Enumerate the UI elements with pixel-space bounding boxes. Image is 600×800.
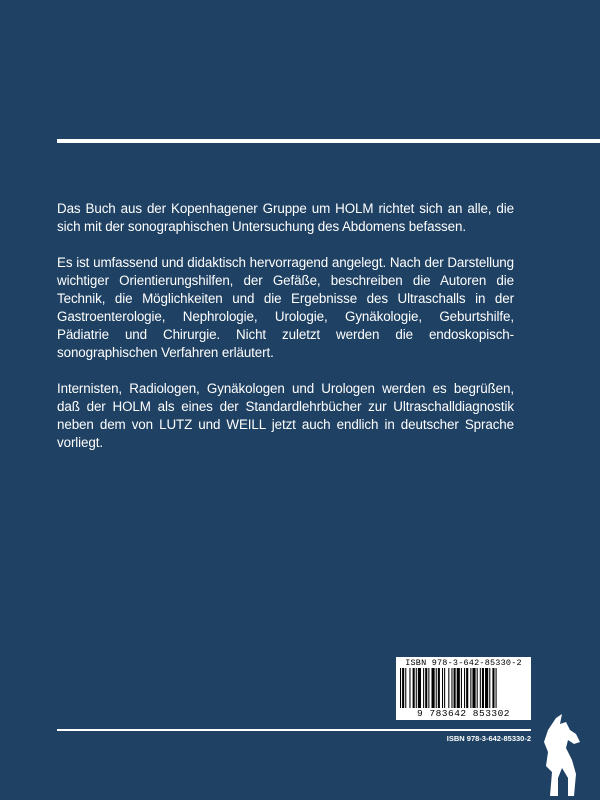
bottom-divider-rule — [57, 729, 531, 731]
barcode-bar — [489, 668, 490, 708]
blurb-paragraph-2: Es ist umfassend und didaktisch hervorragend angelegt. Nach der Darstellung wichtiger Orientierungshilfen, der Gefäße, beschreiben die Autoren die Technik, die Möglichkeiten und die Ergebnisse des Ultraschalls in der Gastroenterologie, Nephrologie, Urologie, Gynäkologie, Geburtshilfe, Pädiatrie und Chirurgie. Nicht zuletzt werden die endoskopisch-sonographischen Verfahren erläutert. — [57, 255, 514, 360]
barcode-bar — [416, 668, 417, 708]
top-divider-rule — [57, 139, 600, 143]
barcode-bar — [400, 668, 401, 708]
barcode-isbn-label: ISBN 978-3-642-85330-2 — [405, 658, 522, 668]
barcode-bar — [457, 668, 460, 708]
blurb-paragraph-1: Das Buch aus der Kopenhagener Gruppe um HOLM richtet sich an alle, die sich mit der sonographischen Untersuchung des Abdomens befassen. — [57, 201, 514, 234]
barcode-bar — [442, 668, 443, 708]
barcode-bar — [485, 668, 488, 708]
barcode-bar — [428, 668, 429, 708]
barcode-bar — [448, 668, 449, 708]
isbn-barcode — [396, 657, 531, 720]
barcode-digits: 9 783642 853302 — [416, 708, 510, 719]
barcode-bar — [436, 668, 437, 708]
barcode-bar — [413, 668, 415, 708]
barcode-bar — [477, 668, 478, 708]
barcode-bar — [492, 668, 494, 708]
barcode-bar — [432, 668, 435, 708]
barcode-bars — [400, 668, 527, 708]
barcode-bar — [451, 668, 452, 708]
barcode-bar — [461, 668, 462, 708]
isbn-footer-text: ISBN 978-3-642-85330-2 — [446, 734, 531, 743]
springer-horse-logo-icon — [536, 712, 588, 798]
barcode-bar — [444, 668, 445, 708]
barcode-bar — [466, 668, 468, 708]
barcode-bar — [405, 668, 406, 708]
barcode-bar — [402, 668, 404, 708]
back-cover-blurb — [57, 200, 514, 470]
barcode-bar — [496, 668, 497, 708]
barcode-bar — [482, 668, 484, 708]
barcode-bar — [470, 668, 471, 708]
blurb-paragraph-3: Internisten, Radiologen, Gynäkologen und Urologen werden es begrüßen, daß der HOLM als eines der Standardlehrbücher zur Ultraschalldiagnostik neben dem von LUTZ und WEILL jetzt auch endlich in deutscher Sprache vorliegt. — [57, 381, 514, 450]
barcode-bar — [480, 668, 481, 708]
barcode-bar — [423, 668, 424, 708]
barcode-bar — [438, 668, 440, 708]
barcode-bar — [454, 668, 456, 708]
barcode-bar — [472, 668, 475, 708]
barcode-bar — [464, 668, 465, 708]
barcode-bar — [425, 668, 427, 708]
barcode-bar — [409, 668, 410, 708]
barcode-bar — [418, 668, 421, 708]
